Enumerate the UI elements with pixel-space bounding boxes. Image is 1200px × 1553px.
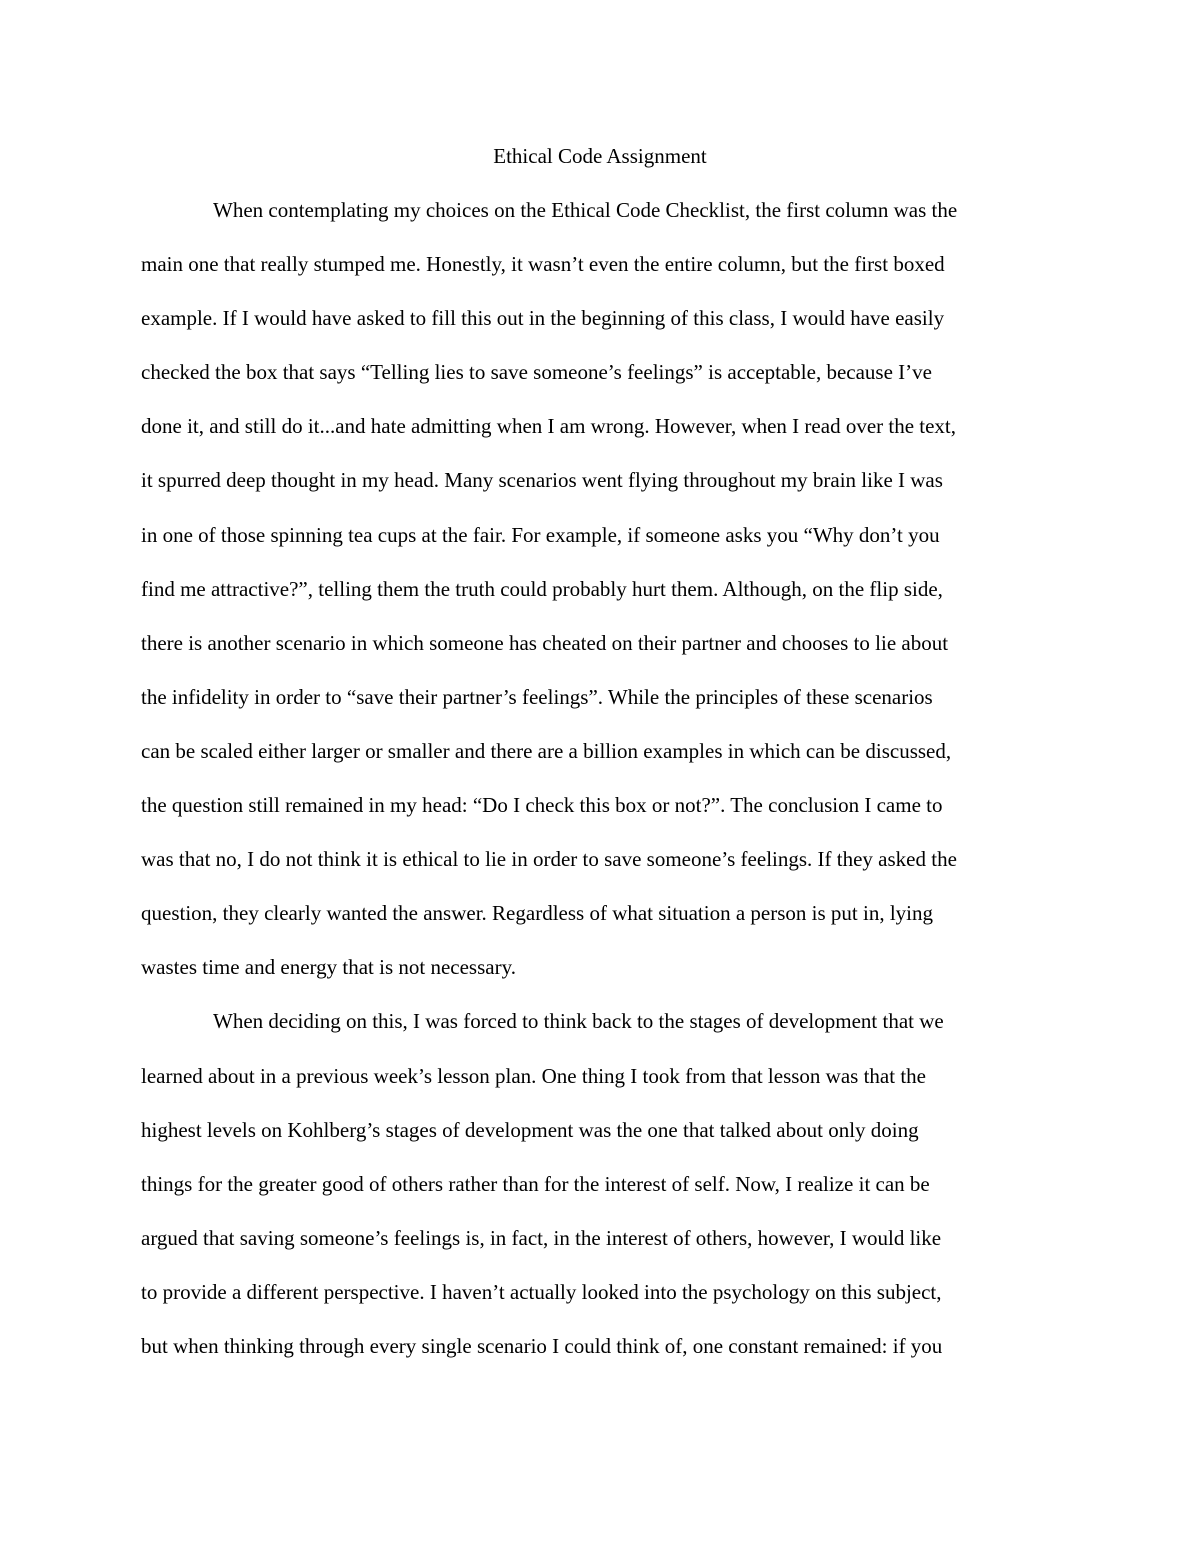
text-line: When contemplating my choices on the Ethical Code Checklist, the first column was the (213, 198, 958, 222)
text-line: argued that saving someone’s feelings is, in fact, in the interest of others, however, I would like (141, 1225, 942, 1250)
text-line: example. If I would have asked to fill this out in the beginning of this class, I would have easily (141, 306, 945, 331)
text-line: in one of those spinning tea cups at the fair. For example, if someone asks you “Why don’t you (141, 522, 940, 547)
text-line: checked the box that says “Telling lies to save someone’s feelings” is acceptable, because I’ve (141, 360, 932, 385)
text-line: to provide a different perspective. I haven’t actually looked into the psychology on this subject, (141, 1279, 942, 1304)
text-line: When deciding on this, I was forced to think back to the stages of development that we (213, 1009, 944, 1034)
text-line: the question still remained in my head: “Do I check this box or not?”. The conclusion I came to (141, 793, 943, 818)
text-line: learned about in a previous week’s lesson plan. One thing I took from that lesson was that the (141, 1063, 926, 1088)
document-title: Ethical Code Assignment (493, 144, 707, 168)
text-line: question, they clearly wanted the answer. Regardless of what situation a person is put in, lying (141, 901, 933, 926)
document-body (141, 195, 1061, 1385)
text-line: done it, and still do it...and hate admitting when I am wrong. However, when I read over the text, (141, 414, 957, 439)
text-line: there is another scenario in which someone has cheated on their partner and chooses to lie about (141, 630, 949, 655)
text-line: things for the greater good of others rather than for the interest of self. Now, I realize it can be (141, 1171, 930, 1196)
text-line: was that no, I do not think it is ethical to lie in order to save someone’s feelings. If they asked the (141, 847, 957, 872)
text-line: but when thinking through every single scenario I could think of, one constant remained: if you (141, 1333, 943, 1358)
text-line: the infidelity in order to “save their partner’s feelings”. While the principles of these scenarios (141, 684, 933, 709)
text-line: it spurred deep thought in my head. Many scenarios went flying throughout my brain like I was (141, 468, 943, 493)
text-line: highest levels on Kohlberg’s stages of development was the one that talked about only doing (141, 1117, 919, 1142)
text-line: wastes time and energy that is not necessary. (141, 955, 516, 980)
text-line: main one that really stumped me. Honestly, it wasn’t even the entire column, but the first boxed (141, 252, 945, 277)
text-line: can be scaled either larger or smaller and there are a billion examples in which can be discussed, (141, 738, 952, 763)
text-line: find me attractive?”, telling them the truth could probably hurt them. Although, on the flip side, (141, 576, 943, 601)
